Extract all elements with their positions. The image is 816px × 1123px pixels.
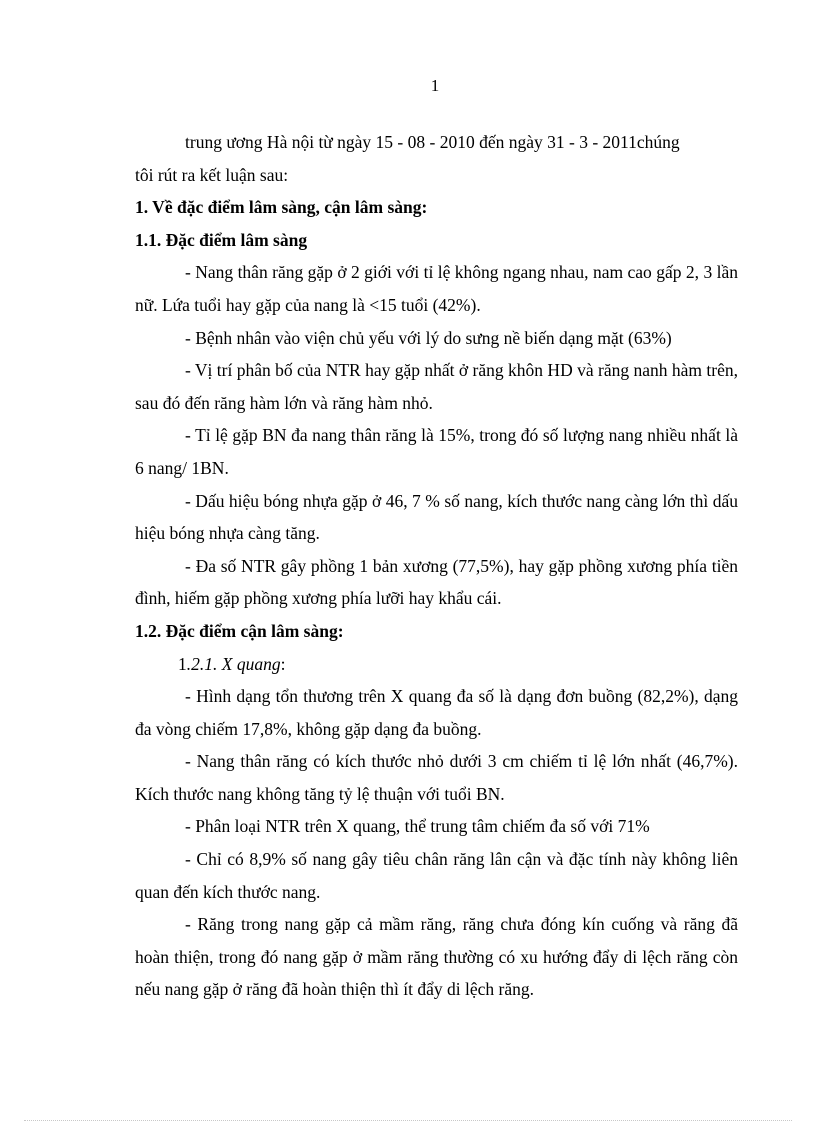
- clinical-finding: - Tỉ lệ gặp BN đa nang thân răng là 15%, trong đó số lượng nang nhiều nhất là 6 nang/ 1BN.: [135, 425, 738, 478]
- clinical-finding: - Đa số NTR gây phồng 1 bản xương (77,5%), hay gặp phồng xương phía tiền đình, hiếm gặp phồng xương phía lưỡi hay khẩu cái.: [135, 555, 738, 609]
- page-bottom-divider: [24, 1120, 792, 1121]
- clinical-finding: - Dấu hiệu bóng nhựa gặp ở 46, 7 % số nang, kích thước nang càng lớn thì dấu hiệu bóng nhựa càng tăng.: [135, 490, 738, 544]
- paraclinical-finding: - Chỉ có 8,9% số nang gây tiêu chân răng lân cận và đặc tính này không liên quan đến kích thước nang.: [135, 849, 738, 902]
- document-body: [135, 126, 738, 1006]
- intro-line-2: tôi rút ra kết luận sau:: [135, 164, 289, 185]
- clinical-finding: - Vị trí phân bố của NTR hay gặp nhất ở răng khôn HD và răng nanh hàm trên, sau đó đến răng hàm lớn và răng hàm nhỏ.: [135, 360, 738, 413]
- section-heading-1-2: 1.2. Đặc điểm cận lâm sàng:: [135, 620, 344, 641]
- clinical-finding: - Bệnh nhân vào viện chủ yếu với lý do sưng nề biến dạng mặt (63%): [185, 327, 672, 348]
- paraclinical-finding: - Nang thân răng có kích thước nhỏ dưới 3 cm chiếm tỉ lệ lớn nhất (46,7%). Kích thước nang không tăng tỷ lệ thuận với tuổi BN.: [135, 751, 738, 804]
- subsection-title: .2.1. X quang: [186, 653, 281, 674]
- page-number: 1: [430, 76, 440, 95]
- paraclinical-finding: - Phân loại NTR trên X quang, thể trung tâm chiếm đa số với 71%: [185, 816, 650, 837]
- clinical-finding: - Nang thân răng gặp ở 2 giới với tỉ lệ không ngang nhau, nam cao gấp 2, 3 lần nữ. Lứa tuổi hay gặp của nang là <15 tuổi (42%).: [135, 262, 738, 315]
- subsection-heading-xray: [178, 648, 738, 681]
- paraclinical-finding: - Hình dạng tổn thương trên X quang đa số là dạng đơn buồng (82,2%), dạng đa vòng chiếm 17,8%, không gặp dạng đa buồng.: [135, 686, 738, 739]
- section-heading-1: 1. Về đặc điểm lâm sàng, cận lâm sàng:: [135, 197, 428, 218]
- intro-line-1: trung ương Hà nội từ ngày 15 - 08 - 2010 đến ngày 31 - 3 - 2011chúng: [185, 132, 680, 152]
- subsection-colon: :: [280, 653, 286, 674]
- paraclinical-finding: - Răng trong nang gặp cả mầm răng, răng chưa đóng kín cuống và răng đã hoàn thiện, trong đó nang gặp ở mầm răng thường có xu hướng đẩy di lệch răng còn nếu nang gặp ở răng đã hoàn thiện thì ít đẩy di lệch răng.: [135, 914, 738, 1000]
- section-heading-1-1: 1.1. Đặc điểm lâm sàng: [135, 229, 308, 250]
- subsection-number: 1: [178, 653, 187, 674]
